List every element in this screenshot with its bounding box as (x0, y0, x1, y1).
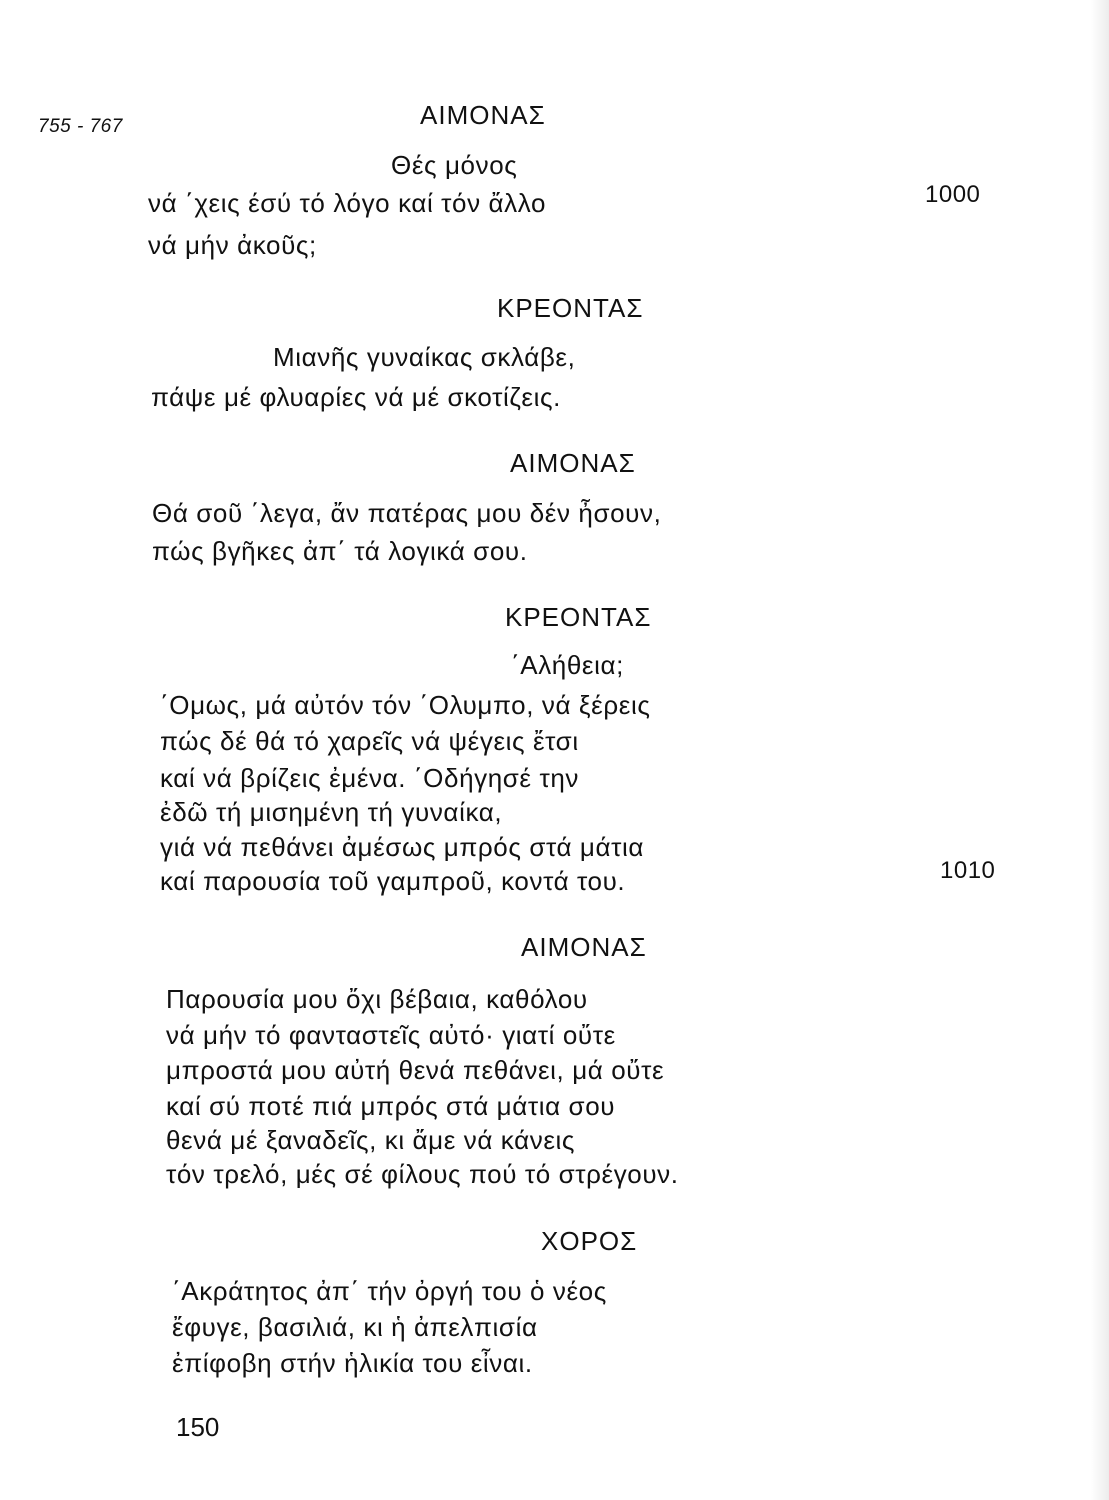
speaker-heading: ΚΡΕΟΝΤΑΣ (505, 602, 652, 632)
verse-line: νά ΄χεις έσύ τό λόγο καί τόν ἄλλο (148, 188, 547, 218)
verse-line: πώς δέ θά τό χαρεῖς νά ψέγεις ἔτσι (160, 726, 579, 756)
verse-line: Παρουσία μου ὄχι βέβαια, καθόλου (166, 984, 588, 1014)
verse-line: ΄Αλήθεια; (511, 650, 624, 680)
verse-line: πάψε μέ φλυαρίες νά μέ σκοτίζεις. (151, 382, 561, 412)
verse-line: ΄Ομως, μά αὐτόν τόν ΄Ολυμπο, νά ξέρεις (160, 690, 651, 720)
verse-line: καί νά βρίζεις ἐμένα. ΄Οδήγησέ την (160, 763, 579, 793)
speaker-heading: ΚΡΕΟΝΤΑΣ (497, 293, 644, 323)
verse-line: τόν τρελό, μές σέ φίλους πού τό στρέγουν. (166, 1159, 679, 1189)
line-range-reference: 755 - 767 (38, 116, 123, 137)
verse-line: Μιανῆς γυναίκας σκλάβε, (273, 342, 576, 372)
verse-line: ἐπίφοβη στήν ἡλικία του εἶναι. (172, 1348, 533, 1378)
verse-line: καί παρουσία τοῦ γαμπροῦ, κοντά του. (160, 866, 626, 896)
verse-line: νά μήν ἀκοῦς; (148, 230, 317, 260)
page-number: 150 (176, 1412, 220, 1442)
line-number: 1010 (940, 857, 996, 884)
line-number: 1000 (925, 181, 981, 208)
verse-line: θενά μέ ξαναδεῖς, κι ἄμε νά κάνεις (166, 1125, 576, 1155)
verse-line: Θές μόνος (391, 150, 518, 180)
verse-line: μπροστά μου αὐτή θενά πεθάνει, μά οὔτε (166, 1055, 665, 1085)
verse-line: πώς βγῆκες ἀπ΄ τά λογικά σου. (152, 536, 528, 566)
verse-line: γιά νά πεθάνει ἀμέσως μπρός στά μάτια (160, 832, 645, 862)
verse-line: καί σύ ποτέ πιά μπρός στά μάτια σου (166, 1091, 616, 1121)
verse-line: ΄Ακράτητος ἀπ΄ τήν ὀργή του ὁ νέος (172, 1276, 607, 1306)
page-edge (1091, 0, 1109, 1500)
verse-line: Θά σοῦ ΄λεγα, ἄν πατέρας μου δέν ἦσουν, (152, 498, 662, 528)
speaker-heading: ΑΙΜΟΝΑΣ (521, 932, 647, 962)
verse-line: νά μήν τό φανταστεῖς αὐτό· γιατί οὔτε (166, 1020, 616, 1050)
speaker-heading: ΑΙΜΟΝΑΣ (510, 448, 636, 478)
verse-line: ἐδῶ τή μισημένη τή γυναίκα, (160, 797, 503, 827)
speaker-heading: ΧΟΡΟΣ (541, 1226, 638, 1256)
speaker-heading: ΑΙΜΟΝΑΣ (420, 100, 546, 130)
verse-line: ἔφυγε, βασιλιά, κι ἡ ἀπελπισία (172, 1312, 538, 1342)
